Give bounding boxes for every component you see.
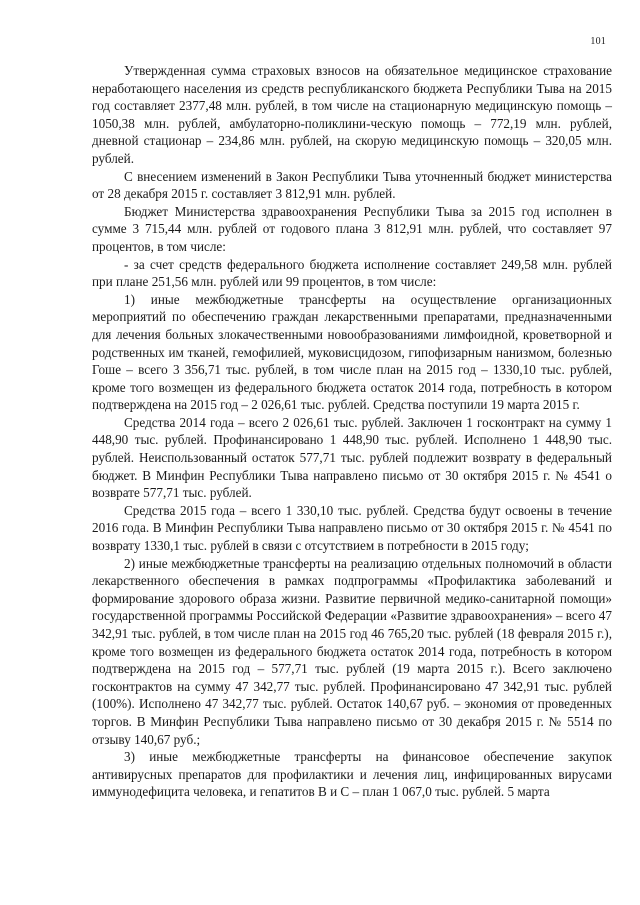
paragraph-transfer-1: 1) иные межбюджетные трансферты на осуществление организационных мероприятий по обеспечению граждан лекарственными препаратами, предназначенными для лечения больных злокачественными новообразованиями лимфоидной, кроветворной и родственных им тканей, гемофилией, муковисцидозом, гипофизарным нанизмом, болезнью Гоше – всего 3 356,71 тыс. рублей, в том числе план на 2015 год – 1330,10 тыс. рублей, кроме того возмещен из федерального бюджета остаток 2014 года, потребность в котором подтверждена на 2015 год – 2 026,61 тыс. рублей. Средства поступили 19 марта 2015 г. [92, 291, 612, 413]
paragraph-funds-2015: Средства 2015 года – всего 1 330,10 тыс. рублей. Средства будут освоены в течение 2016 года. В Минфин Республики Тыва направлено письмо от 30 октября 2015 г. № 4541 по возврату 1330,1 тыс. рублей в связи с отсутствием в потребности в 2015 году; [92, 502, 612, 554]
paragraph-transfer-2: 2) иные межбюджетные трансферты на реализацию отдельных полномочий в области лекарственного обеспечения в рамках подпрограммы «Профилактика заболеваний и формирование здорового образа жизни. Развитие первичной медико-санитарной помощи» государственной программы Российской Федерации «Развитие здравоохранения» – всего 47 342,91 тыс. рублей, в том числе план на 2015 год 46 765,20 тыс. рублей (18 февраля 2015 г.), кроме того возмещен из федерального бюджета остаток 2014 года, потребность в котором подтверждена на 2015 год – 577,71 тыс. рублей (19 марта 2015 г.). Всего заключено госконтрактов на сумму 47 342,77 тыс. рублей. Профинансировано 47 342,91 тыс. рублей (100%). Исполнено 47 342,77 тыс. рублей. Остаток 140,67 руб. – экономия от проведенных торгов. В Минфин Республики Тыва направлено письмо от 30 декабря 2015 г. № 5514 по отзыву 140,67 руб.; [92, 555, 612, 747]
paragraph-budget-execution: Бюджет Министерства здравоохранения Республики Тыва за 2015 год исполнен в сумме 3 715,44 млн. рублей от годового плана 3 812,91 млн. рублей, что составляет 97 процентов, в том числе: [92, 203, 612, 254]
paragraph-insurance-contributions: Утвержденная сумма страховых взносов на обязательное медицинское страхование неработающего населения из средств республиканского бюджета Республики Тыва на 2015 год составляет 2377,48 млн. рублей, в том числе на стационарную медицинскую помощь – 1050,38 млн. рублей, амбулаторно-поликлини-ческую помощь – 772,19 млн. рублей, дневной стационар – 234,86 млн. рублей, на скорую медицинскую помощь – 320,05 млн. рублей. [92, 63, 612, 166]
paragraph-federal-funds: - за счет средств федерального бюджета исполнение составляет 249,58 млн. рублей при плане 251,56 млн. рублей или 99 процентов, в том числе: [92, 256, 612, 290]
paragraph-funds-2014: Средства 2014 года – всего 2 026,61 тыс. рублей. Заключен 1 госконтракт на сумму 1 448,90 тыс. рублей. Профинансировано 1 448,90 тыс. рублей. Исполнено 1 448,90 тыс. рублей. Неиспользованный остаток 577,71 тыс. рублей подлежит возврату в федеральный бюджет. В Минфин Республики Тыва направлено письмо от 30 октября 2015 г. № 4541 о возврате 577,71 тыс. рублей. [92, 414, 612, 501]
paragraph-transfer-3: 3) иные межбюджетные трансферты на финансовое обеспечение закупок антивирусных препаратов для профилактики и лечения лиц, инфицированных вирусами иммунодефицита человека, и гепатитов В и С – план 1 067,0 тыс. рублей. 5 марта [92, 749, 612, 800]
paragraph-budget-amendment: С внесением изменений в Закон Республики Тыва уточненный бюджет министерства от 28 декабря 2015 г. составляет 3 812,91 млн. рублей. [92, 168, 612, 202]
document-body [92, 62, 612, 801]
page-number: 101 [590, 36, 606, 47]
